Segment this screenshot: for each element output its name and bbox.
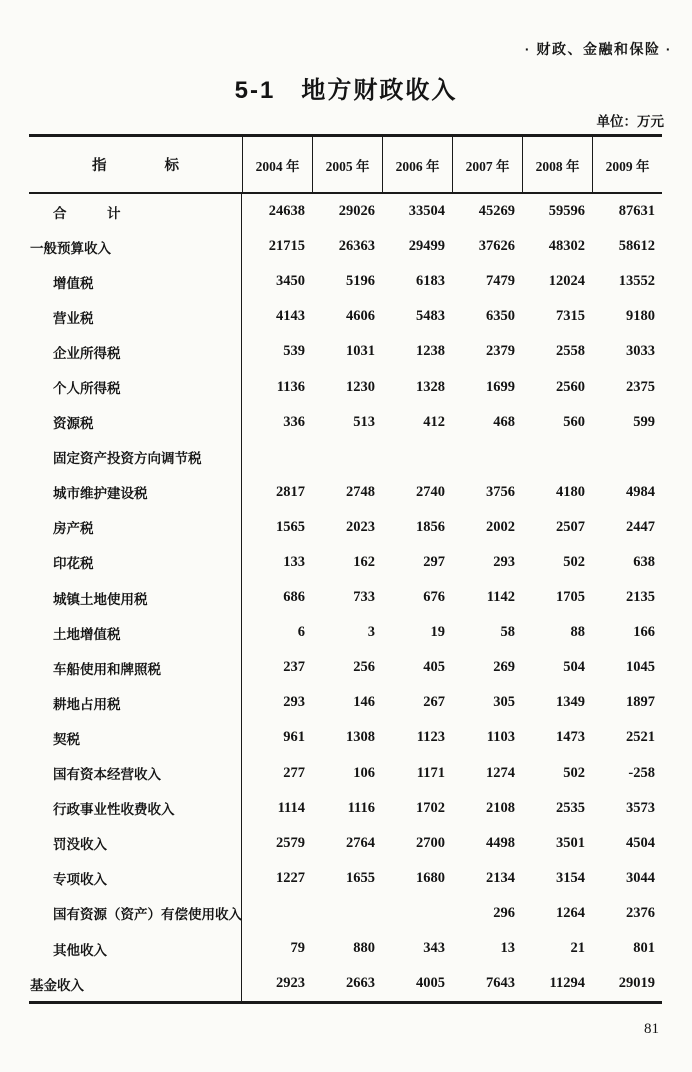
table-row <box>29 650 662 685</box>
table-row <box>29 685 662 720</box>
table-row <box>29 229 662 264</box>
column-header-year-2005: 2005 年 <box>312 137 382 192</box>
table-row <box>29 475 662 510</box>
row-value: 2740 <box>416 483 445 500</box>
row-value: 7479 <box>486 273 515 290</box>
table-row <box>29 826 662 861</box>
row-value: 336 <box>283 413 305 430</box>
table-row <box>29 756 662 791</box>
row-label: 城镇土地使用税 <box>29 580 242 615</box>
table-row <box>29 299 662 334</box>
row-label: 一般预算收入 <box>29 229 242 264</box>
row-value: 3 <box>367 624 375 641</box>
row-value: 2579 <box>276 834 305 851</box>
row-value: 58 <box>500 624 515 641</box>
row-value: 502 <box>563 764 585 781</box>
row-value: 3450 <box>276 273 305 290</box>
column-header-year-2006: 2006 年 <box>382 137 452 192</box>
row-value: 4143 <box>276 308 305 325</box>
row-value: 1565 <box>276 518 305 535</box>
row-value: 2521 <box>626 729 655 746</box>
row-value: 880 <box>353 940 375 957</box>
row-value: 4984 <box>626 483 655 500</box>
row-value: 1274 <box>486 764 515 781</box>
row-value: 2375 <box>626 378 655 395</box>
row-label: 耕地占用税 <box>29 685 242 720</box>
row-label: 企业所得税 <box>29 334 242 369</box>
row-value: 504 <box>563 659 585 676</box>
row-value: 1171 <box>416 764 445 781</box>
row-value: 2764 <box>346 834 375 851</box>
row-label: 印花税 <box>29 545 242 580</box>
table-row <box>29 510 662 545</box>
row-value: 79 <box>290 940 305 957</box>
row-value: 37626 <box>478 238 515 255</box>
row-value: 599 <box>633 413 655 430</box>
row-value: 961 <box>283 729 305 746</box>
row-value: 29499 <box>408 238 445 255</box>
row-label: 其他收入 <box>29 931 242 966</box>
row-value: 1856 <box>416 518 445 535</box>
row-value: 26363 <box>338 238 375 255</box>
section-header: · 财政、金融和保险 · <box>524 41 672 57</box>
row-value: 3044 <box>626 869 655 886</box>
row-value: 13552 <box>618 273 655 290</box>
row-value: 1238 <box>416 343 445 360</box>
table-row <box>29 861 662 896</box>
row-value: 293 <box>283 694 305 711</box>
row-label: 国有资本经营收入 <box>29 756 242 791</box>
row-value: 2663 <box>346 975 375 992</box>
row-value: 12024 <box>548 273 585 290</box>
table-row <box>29 369 662 404</box>
row-value: 1702 <box>416 799 445 816</box>
row-value: 256 <box>353 659 375 676</box>
row-value: 13 <box>500 940 515 957</box>
row-value: 1123 <box>416 729 445 746</box>
row-value: 405 <box>423 659 445 676</box>
row-value: 1897 <box>626 694 655 711</box>
table-row <box>29 405 662 440</box>
row-value: 133 <box>283 553 305 570</box>
row-value: -258 <box>628 764 655 781</box>
row-value: 560 <box>563 413 585 430</box>
row-value: 2700 <box>416 834 445 851</box>
row-value: 11294 <box>549 975 585 992</box>
row-label: 基金收入 <box>29 966 242 1001</box>
row-value: 1705 <box>556 589 585 606</box>
row-value: 162 <box>353 553 375 570</box>
row-value: 638 <box>633 553 655 570</box>
row-value: 801 <box>633 940 655 957</box>
table-row <box>29 966 662 1001</box>
revenue-table <box>29 134 662 1004</box>
row-value: 5483 <box>416 308 445 325</box>
row-value: 1142 <box>486 589 515 606</box>
row-value: 2108 <box>486 799 515 816</box>
row-value: 3033 <box>626 343 655 360</box>
table-row <box>29 264 662 299</box>
row-value: 59596 <box>548 203 585 220</box>
row-value: 29019 <box>618 975 655 992</box>
row-value: 166 <box>633 624 655 641</box>
row-value: 1655 <box>346 869 375 886</box>
row-label: 房产税 <box>29 510 242 545</box>
row-value: 2135 <box>626 589 655 606</box>
row-value: 2535 <box>556 799 585 816</box>
row-value: 513 <box>353 413 375 430</box>
table-body <box>29 194 662 1004</box>
row-value: 2507 <box>556 518 585 535</box>
table-row <box>29 931 662 966</box>
row-value: 4005 <box>416 975 445 992</box>
row-value: 7315 <box>556 308 585 325</box>
row-value: 1227 <box>276 869 305 886</box>
page-title: 5-1 地方财政收入 <box>234 77 458 104</box>
row-value: 2748 <box>346 483 375 500</box>
row-value: 237 <box>283 659 305 676</box>
row-value: 2379 <box>486 343 515 360</box>
row-value: 412 <box>423 413 445 430</box>
row-value: 4606 <box>346 308 375 325</box>
table-row <box>29 334 662 369</box>
table-row <box>29 580 662 615</box>
row-label: 资源税 <box>29 405 242 440</box>
table-row <box>29 194 662 229</box>
page-number: 81 <box>644 1021 659 1037</box>
table-row <box>29 615 662 650</box>
row-value: 733 <box>353 589 375 606</box>
row-value: 146 <box>353 694 375 711</box>
row-value: 29026 <box>338 203 375 220</box>
row-value: 3573 <box>626 799 655 816</box>
row-label: 罚没收入 <box>29 826 242 861</box>
row-value: 7643 <box>486 975 515 992</box>
row-label: 城市维护建设税 <box>29 475 242 510</box>
column-header-year-2007: 2007 年 <box>452 137 522 192</box>
table-header-row <box>29 134 662 194</box>
row-label: 合 计 <box>29 194 242 229</box>
row-value: 4504 <box>626 834 655 851</box>
row-value: 305 <box>493 694 515 711</box>
row-value: 1680 <box>416 869 445 886</box>
row-value: 1308 <box>346 729 375 746</box>
row-value: 3501 <box>556 834 585 851</box>
row-label: 国有资源（资产）有偿使用收入 <box>29 896 242 931</box>
table-row <box>29 440 662 475</box>
row-label: 固定资产投资方向调节税 <box>29 440 242 475</box>
row-value: 1230 <box>346 378 375 395</box>
row-value: 1473 <box>556 729 585 746</box>
row-value: 88 <box>570 624 585 641</box>
row-value: 21715 <box>268 238 305 255</box>
row-value: 2376 <box>626 904 655 921</box>
row-value: 502 <box>563 553 585 570</box>
row-value: 4498 <box>486 834 515 851</box>
row-value: 87631 <box>618 203 655 220</box>
row-value: 106 <box>353 764 375 781</box>
row-label: 车船使用和牌照税 <box>29 650 242 685</box>
table-row <box>29 896 662 931</box>
row-value: 4180 <box>556 483 585 500</box>
row-value: 6350 <box>486 308 515 325</box>
row-value: 6183 <box>416 273 445 290</box>
row-value: 6 <box>297 624 305 641</box>
row-value: 468 <box>493 413 515 430</box>
row-value: 676 <box>423 589 445 606</box>
row-value: 1114 <box>277 799 305 816</box>
row-value: 539 <box>283 343 305 360</box>
row-value: 2134 <box>486 869 515 886</box>
row-label: 个人所得税 <box>29 369 242 404</box>
row-value: 1349 <box>556 694 585 711</box>
row-value: 2560 <box>556 378 585 395</box>
column-header-year-2008: 2008 年 <box>522 137 592 192</box>
table-row <box>29 720 662 755</box>
row-value: 2558 <box>556 343 585 360</box>
row-label: 增值税 <box>29 264 242 299</box>
row-value: 2023 <box>346 518 375 535</box>
row-label: 专项收入 <box>29 861 242 896</box>
row-value: 3154 <box>556 869 585 886</box>
row-value: 24638 <box>268 203 305 220</box>
column-header-year-2009: 2009 年 <box>592 137 662 192</box>
row-value: 19 <box>430 624 445 641</box>
row-value: 48302 <box>548 238 585 255</box>
row-value: 343 <box>423 940 445 957</box>
row-value: 2817 <box>276 483 305 500</box>
row-value: 296 <box>493 904 515 921</box>
row-label: 契税 <box>29 720 242 755</box>
row-value: 2002 <box>486 518 515 535</box>
row-value: 9180 <box>626 308 655 325</box>
row-value: 1328 <box>416 378 445 395</box>
row-value: 2923 <box>276 975 305 992</box>
row-label: 营业税 <box>29 299 242 334</box>
row-value: 1136 <box>276 378 305 395</box>
table-row <box>29 791 662 826</box>
row-value: 1116 <box>347 799 375 816</box>
row-value: 277 <box>283 764 305 781</box>
column-header-year-2004: 2004 年 <box>242 137 312 192</box>
table-row <box>29 545 662 580</box>
row-value: 5196 <box>346 273 375 290</box>
unit-note: 单位：万元 <box>596 114 664 129</box>
column-header-indicator: 指 标 <box>92 158 179 174</box>
row-value: 1031 <box>346 343 375 360</box>
row-value: 686 <box>283 589 305 606</box>
row-value: 267 <box>423 694 445 711</box>
row-value: 58612 <box>618 238 655 255</box>
row-value: 269 <box>493 659 515 676</box>
row-value: 1264 <box>556 904 585 921</box>
row-value: 1699 <box>486 378 515 395</box>
row-value: 1103 <box>486 729 515 746</box>
row-value: 1045 <box>626 659 655 676</box>
row-label: 行政事业性收费收入 <box>29 791 242 826</box>
row-value: 33504 <box>408 203 445 220</box>
row-value: 3756 <box>486 483 515 500</box>
row-value: 293 <box>493 553 515 570</box>
row-value: 297 <box>423 553 445 570</box>
row-value: 2447 <box>626 518 655 535</box>
row-value: 45269 <box>478 203 515 220</box>
row-label: 土地增值税 <box>29 615 242 650</box>
row-value: 21 <box>570 940 585 957</box>
